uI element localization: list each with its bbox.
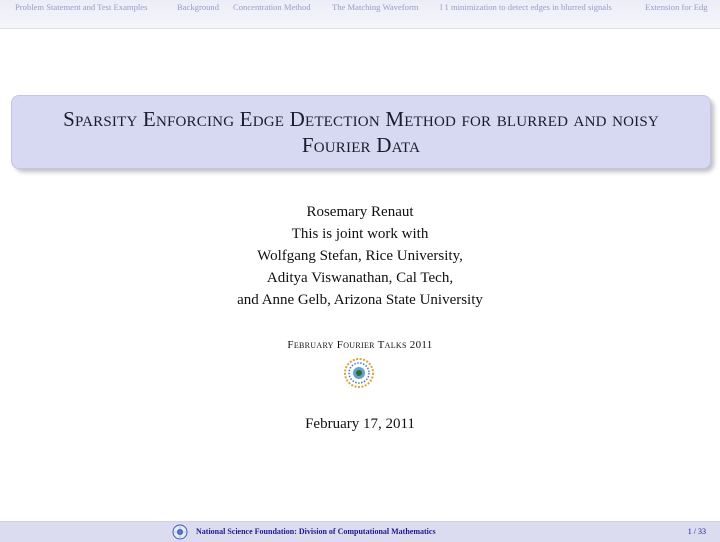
author-block <box>0 201 720 311</box>
author-line: This is joint work with <box>291 226 429 242</box>
nav-item-background[interactable]: Background <box>177 2 220 12</box>
nav-item-extension[interactable]: Extension for Edg <box>645 2 708 12</box>
page-number: 1 / 33 <box>687 527 706 536</box>
footer-bar <box>0 521 720 542</box>
event-name: February Fourier Talks 2011 <box>287 339 433 351</box>
conference-logo-icon <box>343 357 375 389</box>
title-box <box>11 95 711 169</box>
nav-item-l1-minimization[interactable]: l 1 minimization to detect edges in blurred signals <box>440 2 612 12</box>
footer-organization: National Science Foundation: Division of Computational Mathematics <box>196 527 436 536</box>
nav-item-problem-statement[interactable]: Problem Statement and Test Examples <box>15 2 148 12</box>
nav-item-matching-waveform[interactable]: The Matching Waveform <box>332 2 419 12</box>
author-name: Rosemary Renaut <box>306 204 414 220</box>
author-line: Wolfgang Stefan, Rice University, <box>257 248 463 264</box>
presentation-date: February 17, 2011 <box>305 416 415 432</box>
slide-title: Sparsity Enforcing Edge Detection Method for blurred and noisy Fourier Data <box>63 107 659 157</box>
author-line: Aditya Viswanathan, Cal Tech, <box>266 270 454 286</box>
nav-item-concentration-method[interactable]: Concentration Method <box>233 2 311 12</box>
author-line: and Anne Gelb, Arizona State University <box>237 292 483 308</box>
navigation-bar <box>0 0 720 29</box>
nsf-logo-icon <box>172 524 188 540</box>
